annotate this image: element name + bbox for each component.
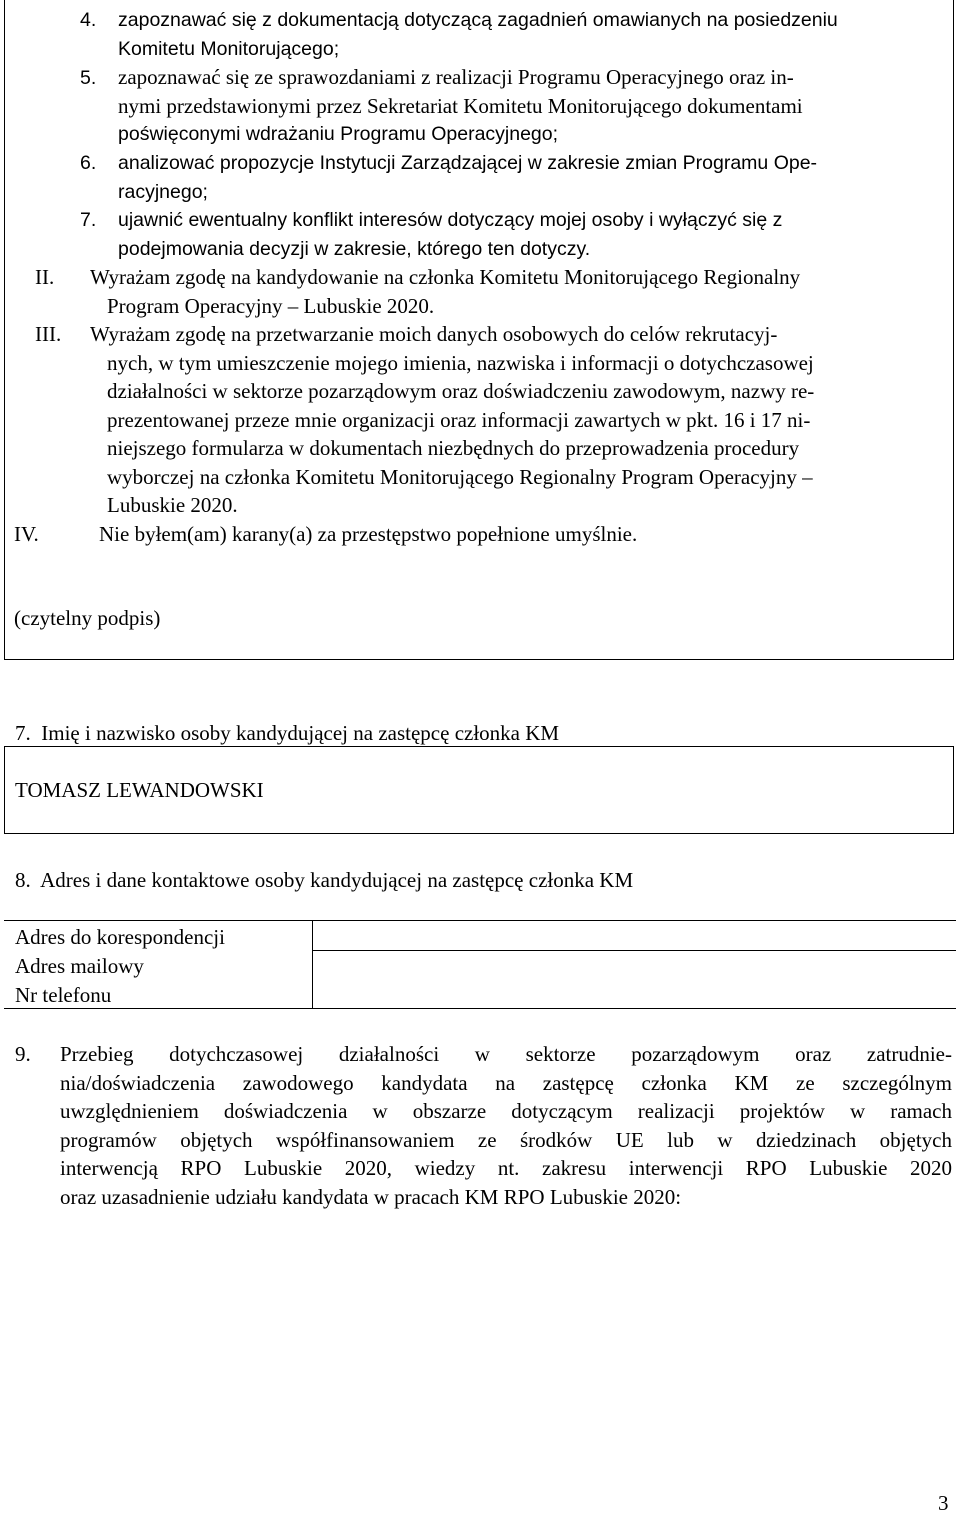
- text-line: niejszego formularza w dokumentach niezbędnych do przeprowadzenia procedury: [107, 436, 800, 460]
- contact-row-address-label: Adres do korespondencji: [15, 925, 225, 949]
- section-ii-number: II.: [35, 265, 55, 289]
- table-divider: [312, 920, 313, 1009]
- text-line: oraz uzasadnienie udziału kandydata w pracach KM RPO Lubuskie 2020:: [60, 1184, 682, 1209]
- section-7-heading: 7. Imię i nazwisko osoby kandydującej na zastępcę członka KM: [15, 721, 560, 745]
- section-iii-number: III.: [35, 322, 62, 346]
- list-item-number: 4.: [80, 9, 97, 31]
- list-item-7: [80, 206, 96, 235]
- text-line: programów objętych współfinansowaniem ze środków UE lub w dziedzinach objętych: [60, 1127, 952, 1152]
- text-line: ujawnić ewentualny konflikt interesów dotyczący mojej osoby i wyłączyć się z: [118, 209, 783, 231]
- section-8-heading: 8. Adres i dane kontaktowe osoby kandydującej na zastępcę członka KM: [15, 868, 634, 892]
- list-item-number: 7.: [80, 209, 97, 231]
- section-iii-text: [90, 320, 950, 520]
- text-line: podejmowania decyzji w zakresie, którego ten dotyczy.: [118, 237, 591, 260]
- candidate-name-value: TOMASZ LEWANDOWSKI: [15, 778, 264, 802]
- text-line: nia/doświadczenia zawodowego kandydata na zastępcę członka KM ze szczególnym: [60, 1070, 952, 1095]
- section-9-text: [60, 1040, 952, 1211]
- text-line: Przebieg dotychczasowej działalności w sektorze pozarządowym oraz zatrudnie-: [60, 1042, 952, 1066]
- table-divider: [312, 950, 956, 951]
- list-item-5: [80, 63, 96, 93]
- text-line: wyborczej na członka Komitetu Monitorującego Regionalny Program Operacyjny –: [107, 464, 813, 489]
- text-line: zapoznawać się ze sprawozdaniami z realizacji Programu Operacyjnego oraz in-: [118, 65, 794, 89]
- contact-row-phone-label: Nr telefonu: [15, 983, 112, 1007]
- section-iv-number: IV.: [14, 522, 39, 546]
- text-line: prezentowanej przeze mnie organizacji oraz informacji zawartych w pkt. 16 i 17 ni-: [107, 407, 811, 432]
- section-iv-text: [99, 520, 949, 549]
- text-line: nych, w tym umieszczenie mojego imienia, nazwiska i informacji o dotychczasowej: [107, 350, 814, 375]
- text-line: działalności w sektorze pozarządowym oraz doświadczeniu zawodowym, nazwy re-: [107, 379, 815, 403]
- section-9-number: 9.: [15, 1042, 31, 1066]
- page-number: 3: [938, 1491, 949, 1515]
- list-item-6: [80, 149, 96, 178]
- list-item-7-text: [118, 206, 948, 263]
- list-item-number: 6.: [80, 152, 97, 174]
- contact-row-email-label: Adres mailowy: [15, 954, 144, 978]
- text-line: racyjnego;: [118, 180, 208, 203]
- section-ii-text: [90, 263, 950, 320]
- list-item-4: [80, 6, 96, 35]
- text-line: Komitetu Monitorującego;: [118, 37, 340, 60]
- list-item-5-text: [118, 63, 948, 149]
- text-line: Wyrażam zgodę na kandydowanie na członka Komitetu Monitorującego Regionalny: [90, 265, 801, 289]
- text-line: nymi przedstawionymi przez Sekretariat Komitetu Monitorującego dokumentami: [118, 93, 803, 118]
- text-line: Nie byłem(am) karany(a) za przestępstwo popełnione umyślnie.: [99, 522, 638, 546]
- contact-row-email-value[interactable]: [322, 952, 942, 978]
- contact-row-address-value[interactable]: [322, 923, 942, 949]
- text-line: poświęconymi wdrażaniu Programu Operacyjnego;: [118, 123, 559, 145]
- text-line: Lubuskie 2020.: [107, 493, 238, 517]
- text-line: zapoznawać się z dokumentacją dotyczącą zagadnień omawianych na posiedzeniu: [118, 9, 838, 31]
- list-item-number: 5.: [80, 67, 97, 89]
- list-item-4-text: [118, 6, 948, 63]
- list-item-6-text: [118, 149, 948, 206]
- text-line: Program Operacyjny – Lubuskie 2020.: [107, 293, 435, 318]
- text-line: Wyrażam zgodę na przetwarzanie moich danych osobowych do celów rekrutacyj-: [90, 322, 778, 346]
- text-line: uwzględnieniem doświadczenia w obszarze dotyczącym realizacji projektów w ramach: [60, 1099, 952, 1123]
- signature-label: (czytelny podpis): [14, 606, 161, 630]
- text-line: interwencją RPO Lubuskie 2020, wiedzy nt. zakresu interwencji RPO Lubuskie 2020: [60, 1156, 952, 1180]
- contact-row-phone-value[interactable]: [322, 981, 942, 1007]
- text-line: analizować propozycje Instytucji Zarządzającej w zakresie zmian Programu Ope-: [118, 152, 818, 174]
